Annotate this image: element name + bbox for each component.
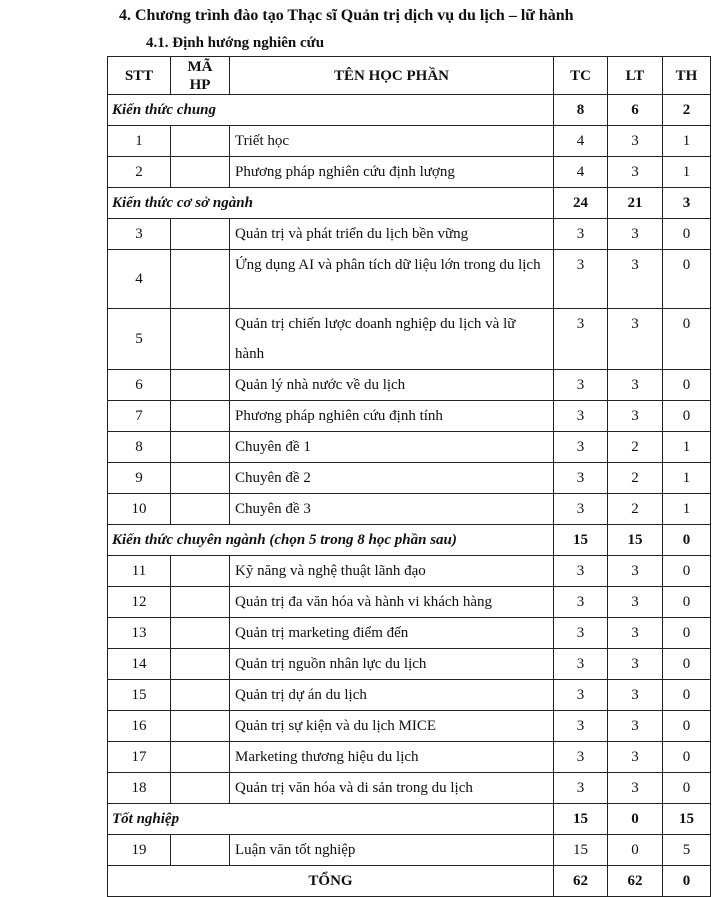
cell-stt: 3: [108, 219, 171, 250]
cell-tc: 3: [554, 680, 608, 711]
cell-tc: 3: [554, 432, 608, 463]
cell-tc: 4: [554, 126, 608, 157]
cell-tc: 3: [554, 250, 608, 309]
cell-lt: 2: [608, 463, 663, 494]
cell-name: Kỹ năng và nghệ thuật lãnh đạo: [230, 556, 554, 587]
cell-stt: 17: [108, 742, 171, 773]
header-code: [171, 57, 230, 95]
cell-name: Quản lý nhà nước về du lịch: [230, 370, 554, 401]
cell-lt: 0: [608, 835, 663, 866]
header-name: TÊN HỌC PHẦN: [230, 57, 554, 95]
section-row: [108, 188, 711, 219]
cell-th: 1: [663, 432, 711, 463]
cell-code: [171, 556, 230, 587]
cell-stt: 14: [108, 649, 171, 680]
table-row: [108, 157, 711, 188]
cell-lt: 2: [608, 494, 663, 525]
section-th: 3: [663, 188, 711, 219]
cell-name: Marketing thương hiệu du lịch: [230, 742, 554, 773]
cell-lt: 3: [608, 649, 663, 680]
cell-th: 1: [663, 157, 711, 188]
header-code-line2: HP: [189, 76, 211, 93]
section-row: [108, 525, 711, 556]
cell-stt: 11: [108, 556, 171, 587]
section-heading: 4. Chương trình đào tạo Thạc sĩ Quản trị dịch vụ du lịch – lữ hành: [119, 7, 574, 24]
cell-tc: 3: [554, 494, 608, 525]
cell-name: Quản trị đa văn hóa và hành vi khách hàng: [230, 587, 554, 618]
table-row: [108, 773, 711, 804]
cell-lt: 3: [608, 742, 663, 773]
cell-lt: 2: [608, 432, 663, 463]
table-row: [108, 587, 711, 618]
curriculum-table: [107, 56, 711, 897]
cell-name: Chuyên đề 3: [230, 494, 554, 525]
cell-stt: 6: [108, 370, 171, 401]
cell-tc: 3: [554, 309, 608, 370]
cell-th: 0: [663, 219, 711, 250]
cell-name: Ứng dụng AI và phân tích dữ liệu lớn trong du lịch: [230, 250, 554, 309]
cell-name: Luận văn tốt nghiệp: [230, 835, 554, 866]
cell-tc: 3: [554, 773, 608, 804]
cell-lt: 3: [608, 219, 663, 250]
section-tc: 24: [554, 188, 608, 219]
cell-code: [171, 494, 230, 525]
table-row: [108, 309, 711, 370]
cell-code: [171, 680, 230, 711]
cell-code: [171, 618, 230, 649]
total-lt: 62: [608, 866, 663, 897]
section-th: 0: [663, 525, 711, 556]
cell-code: [171, 711, 230, 742]
cell-code: [171, 649, 230, 680]
cell-tc: 3: [554, 463, 608, 494]
cell-tc: 3: [554, 742, 608, 773]
cell-code: [171, 773, 230, 804]
cell-tc: 3: [554, 711, 608, 742]
cell-stt: 16: [108, 711, 171, 742]
cell-stt: 2: [108, 157, 171, 188]
total-row: [108, 866, 711, 897]
section-th: 2: [663, 95, 711, 126]
cell-name: Quản trị dự án du lịch: [230, 680, 554, 711]
table-row: [108, 680, 711, 711]
cell-th: 1: [663, 126, 711, 157]
table-row: [108, 432, 711, 463]
cell-lt: 3: [608, 773, 663, 804]
cell-tc: 3: [554, 219, 608, 250]
section-tc: 8: [554, 95, 608, 126]
cell-code: [171, 463, 230, 494]
cell-tc: 4: [554, 157, 608, 188]
cell-code: [171, 432, 230, 463]
cell-tc: 3: [554, 649, 608, 680]
cell-stt: 15: [108, 680, 171, 711]
header-stt: STT: [108, 57, 171, 95]
cell-name: Quản trị và phát triển du lịch bền vững: [230, 219, 554, 250]
cell-name: Chuyên đề 1: [230, 432, 554, 463]
cell-th: 0: [663, 742, 711, 773]
cell-lt: 3: [608, 556, 663, 587]
cell-th: 0: [663, 587, 711, 618]
cell-tc: 3: [554, 587, 608, 618]
cell-code: [171, 742, 230, 773]
cell-stt: 18: [108, 773, 171, 804]
cell-stt: 12: [108, 587, 171, 618]
table-row: [108, 494, 711, 525]
section-row: [108, 804, 711, 835]
cell-stt: 5: [108, 309, 171, 370]
cell-code: [171, 157, 230, 188]
cell-th: 0: [663, 556, 711, 587]
cell-th: 0: [663, 773, 711, 804]
cell-name: Quản trị marketing điểm đến: [230, 618, 554, 649]
cell-stt: 7: [108, 401, 171, 432]
section-lt: 15: [608, 525, 663, 556]
table-row: [108, 711, 711, 742]
cell-th: 1: [663, 494, 711, 525]
table-header-row: [108, 57, 711, 95]
cell-th: 0: [663, 250, 711, 309]
cell-name: Quản trị chiến lược doanh nghiệp du lịch và lữ hành: [230, 309, 554, 370]
cell-lt: 3: [608, 711, 663, 742]
cell-code: [171, 401, 230, 432]
section-th: 15: [663, 804, 711, 835]
table-row: [108, 250, 711, 309]
cell-lt: 3: [608, 157, 663, 188]
cell-th: 0: [663, 711, 711, 742]
section-lt: 0: [608, 804, 663, 835]
cell-tc: 3: [554, 401, 608, 432]
cell-lt: 3: [608, 618, 663, 649]
cell-th: 0: [663, 618, 711, 649]
cell-name: Phương pháp nghiên cứu định lượng: [230, 157, 554, 188]
cell-tc: 3: [554, 556, 608, 587]
cell-lt: 3: [608, 250, 663, 309]
section-title: Kiến thức chuyên ngành (chọn 5 trong 8 học phần sau): [108, 525, 554, 556]
cell-th: 0: [663, 649, 711, 680]
cell-tc: 15: [554, 835, 608, 866]
cell-stt: 4: [108, 250, 171, 309]
cell-tc: 3: [554, 618, 608, 649]
cell-name: Phương pháp nghiên cứu định tính: [230, 401, 554, 432]
cell-stt: 19: [108, 835, 171, 866]
cell-code: [171, 250, 230, 309]
total-th: 0: [663, 866, 711, 897]
section-lt: 6: [608, 95, 663, 126]
cell-stt: 10: [108, 494, 171, 525]
table-row: [108, 401, 711, 432]
table-row: [108, 649, 711, 680]
table-row: [108, 742, 711, 773]
subsection-heading: 4.1. Định hướng nghiên cứu: [146, 35, 325, 51]
cell-stt: 13: [108, 618, 171, 649]
cell-lt: 3: [608, 309, 663, 370]
section-lt: 21: [608, 188, 663, 219]
table-row: [108, 219, 711, 250]
cell-code: [171, 370, 230, 401]
cell-name: Triết học: [230, 126, 554, 157]
cell-lt: 3: [608, 126, 663, 157]
cell-stt: 1: [108, 126, 171, 157]
cell-code: [171, 309, 230, 370]
cell-code: [171, 219, 230, 250]
section-tc: 15: [554, 525, 608, 556]
cell-th: 0: [663, 680, 711, 711]
cell-th: 0: [663, 401, 711, 432]
header-th: TH: [663, 57, 711, 95]
total-tc: 62: [554, 866, 608, 897]
cell-code: [171, 587, 230, 618]
header-tc: TC: [554, 57, 608, 95]
cell-name: Quản trị sự kiện và du lịch MICE: [230, 711, 554, 742]
header-lt: LT: [608, 57, 663, 95]
table-row: [108, 370, 711, 401]
cell-th: 0: [663, 309, 711, 370]
cell-code: [171, 126, 230, 157]
cell-tc: 3: [554, 370, 608, 401]
cell-th: 1: [663, 463, 711, 494]
cell-lt: 3: [608, 370, 663, 401]
cell-lt: 3: [608, 401, 663, 432]
section-title: Kiến thức chung: [108, 95, 554, 126]
cell-stt: 8: [108, 432, 171, 463]
cell-name: Quản trị nguồn nhân lực du lịch: [230, 649, 554, 680]
table-row: [108, 556, 711, 587]
cell-th: 5: [663, 835, 711, 866]
total-label: TỔNG: [108, 866, 554, 897]
table-row: [108, 126, 711, 157]
table-row: [108, 463, 711, 494]
section-title: Tốt nghiệp: [108, 804, 554, 835]
cell-name: Chuyên đề 2: [230, 463, 554, 494]
cell-lt: 3: [608, 680, 663, 711]
section-tc: 15: [554, 804, 608, 835]
section-title: Kiến thức cơ sở ngành: [108, 188, 554, 219]
section-row: [108, 95, 711, 126]
cell-stt: 9: [108, 463, 171, 494]
cell-th: 0: [663, 370, 711, 401]
table-row: [108, 618, 711, 649]
cell-lt: 3: [608, 587, 663, 618]
cell-code: [171, 835, 230, 866]
table-row: [108, 835, 711, 866]
header-code-line1: MÃ: [187, 58, 213, 75]
cell-name: Quản trị văn hóa và di sản trong du lịch: [230, 773, 554, 804]
